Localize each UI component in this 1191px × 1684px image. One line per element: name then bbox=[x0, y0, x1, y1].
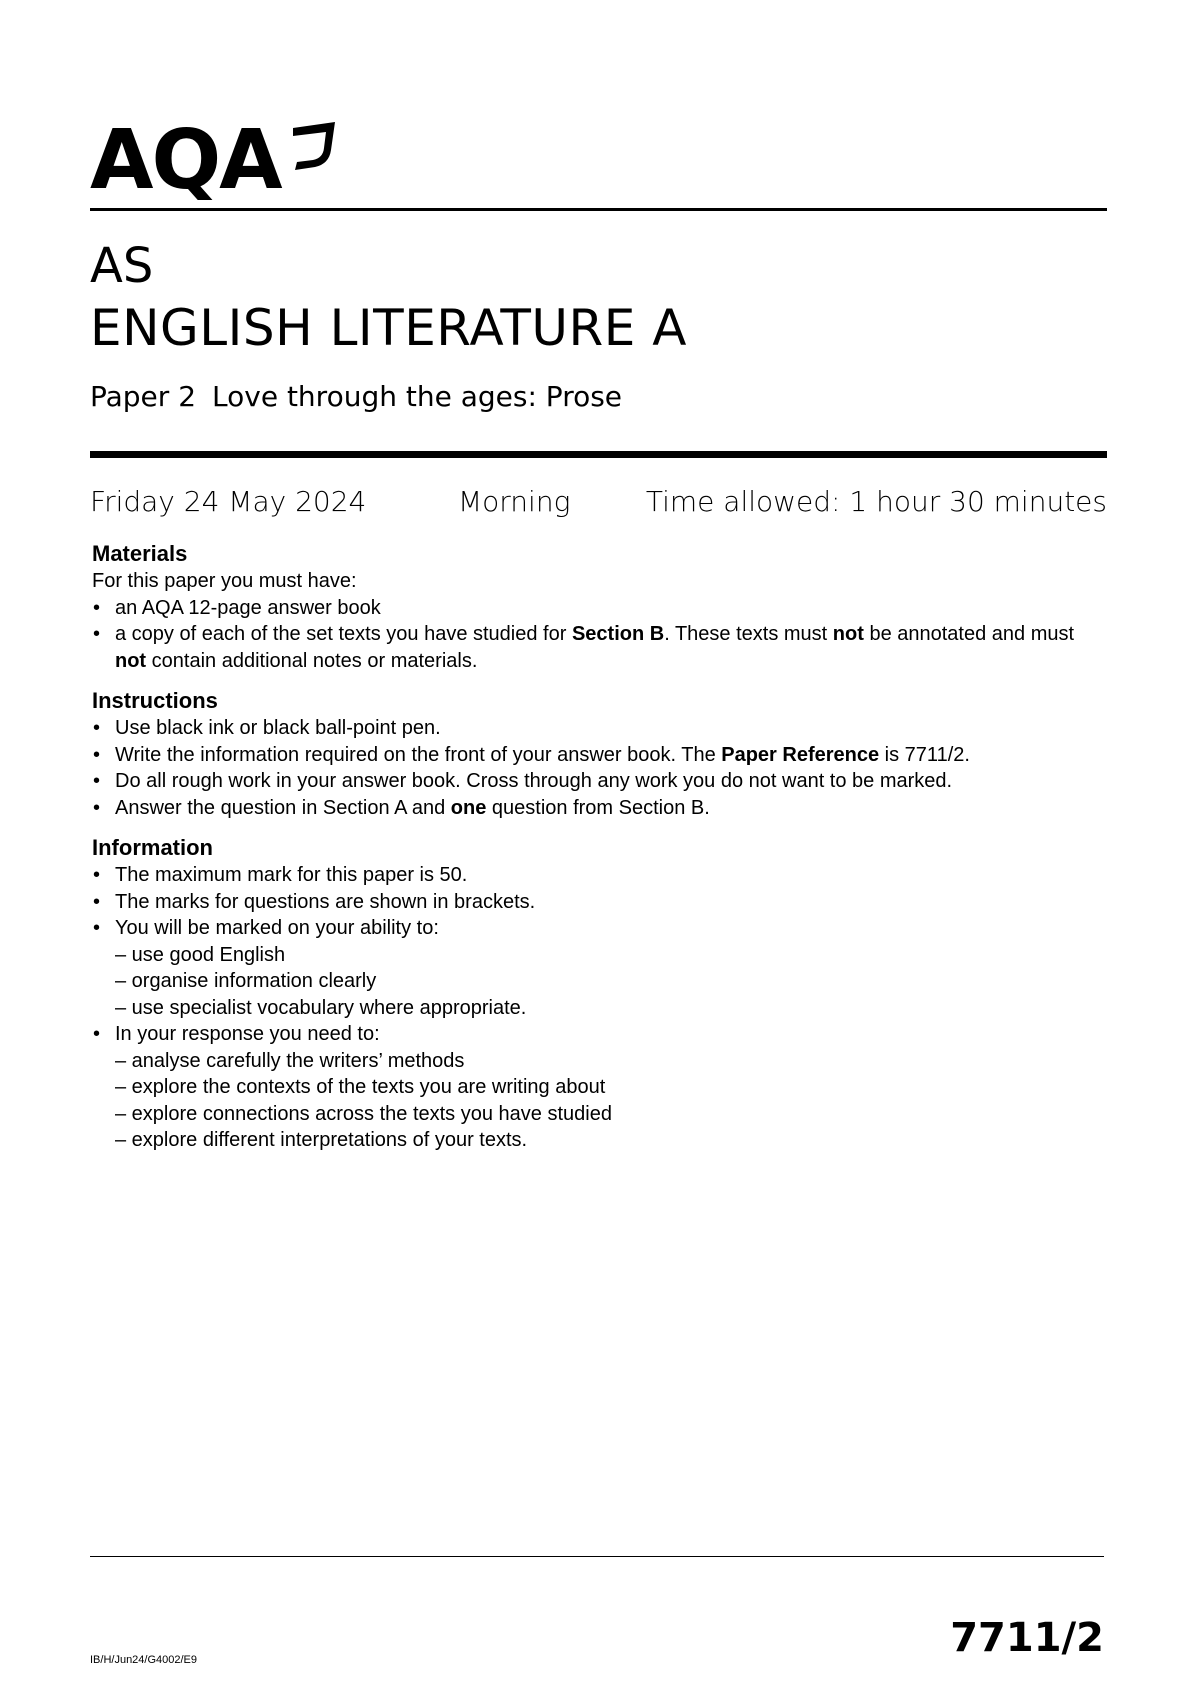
instructions-item: • Answer the question in Section A and one question from Section B. bbox=[92, 795, 1107, 822]
thick-divider bbox=[90, 451, 1107, 458]
paper-title-line bbox=[90, 380, 622, 414]
footer-rule bbox=[90, 1556, 1104, 1557]
paper-reference: 7711/2 bbox=[950, 1615, 1104, 1661]
qualification-level: AS bbox=[90, 238, 154, 294]
instructions-item: • Write the information required on the front of your answer book. The Paper Reference is 7711/2. bbox=[92, 742, 1107, 769]
information-subitem: – explore different interpretations of your texts. bbox=[115, 1129, 528, 1151]
materials-item: • a copy of each of the set texts you have studied for Section B. These texts must not be annotated and must not contain additional notes or materials. bbox=[92, 621, 1107, 674]
paper-title: Love through the ages: Prose bbox=[212, 380, 623, 413]
information-item: • In your response you need to: bbox=[92, 1021, 1107, 1048]
materials-item: • an AQA 12-page answer book bbox=[92, 595, 1107, 622]
information-item: • You will be marked on your ability to: bbox=[92, 915, 1107, 942]
logo-wordmark: AQA bbox=[90, 113, 281, 208]
information-subitem: – explore connections across the texts you have studied bbox=[115, 1102, 612, 1125]
instructions-section bbox=[92, 687, 1107, 821]
exam-date: Friday 24 May 2024 bbox=[90, 485, 367, 518]
time-allowed: Time allowed: 1 hour 30 minutes bbox=[645, 485, 1107, 518]
materials-intro: For this paper you must have: bbox=[92, 570, 357, 592]
information-subitem: – organise information clearly bbox=[115, 970, 377, 992]
information-section bbox=[92, 834, 1107, 1154]
leaf-icon bbox=[291, 122, 335, 172]
materials-heading: Materials bbox=[92, 541, 188, 566]
information-subitem: – explore the contexts of the texts you are writing about bbox=[115, 1076, 606, 1098]
information-subitem: – analyse carefully the writers’ methods bbox=[115, 1049, 465, 1072]
aqa-logo bbox=[90, 106, 335, 208]
paper-number: Paper 2 bbox=[90, 380, 197, 413]
exam-session: Morning bbox=[458, 485, 571, 518]
information-item: • The maximum mark for this paper is 50. bbox=[92, 862, 1107, 889]
job-code: IB/H/Jun24/G4002/E9 bbox=[90, 1654, 198, 1666]
instructions-content bbox=[92, 540, 1107, 1167]
instructions-item: • Use black ink or black ball-point pen. bbox=[92, 715, 1107, 742]
instructions-heading: Instructions bbox=[92, 688, 218, 713]
information-heading: Information bbox=[92, 835, 213, 860]
information-item: • The marks for questions are shown in brackets. bbox=[92, 889, 1107, 916]
instructions-item: • Do all rough work in your answer book. Cross through any work you do not want to be marked. bbox=[92, 768, 1107, 795]
information-subitem: – use specialist vocabulary where appropriate. bbox=[115, 996, 527, 1019]
materials-section bbox=[92, 540, 1107, 674]
header-rule bbox=[90, 208, 1107, 211]
subject-title: ENGLISH LITERATURE A bbox=[90, 299, 687, 357]
exam-date-line bbox=[90, 484, 1107, 520]
information-subitem: – use good English bbox=[115, 943, 286, 966]
